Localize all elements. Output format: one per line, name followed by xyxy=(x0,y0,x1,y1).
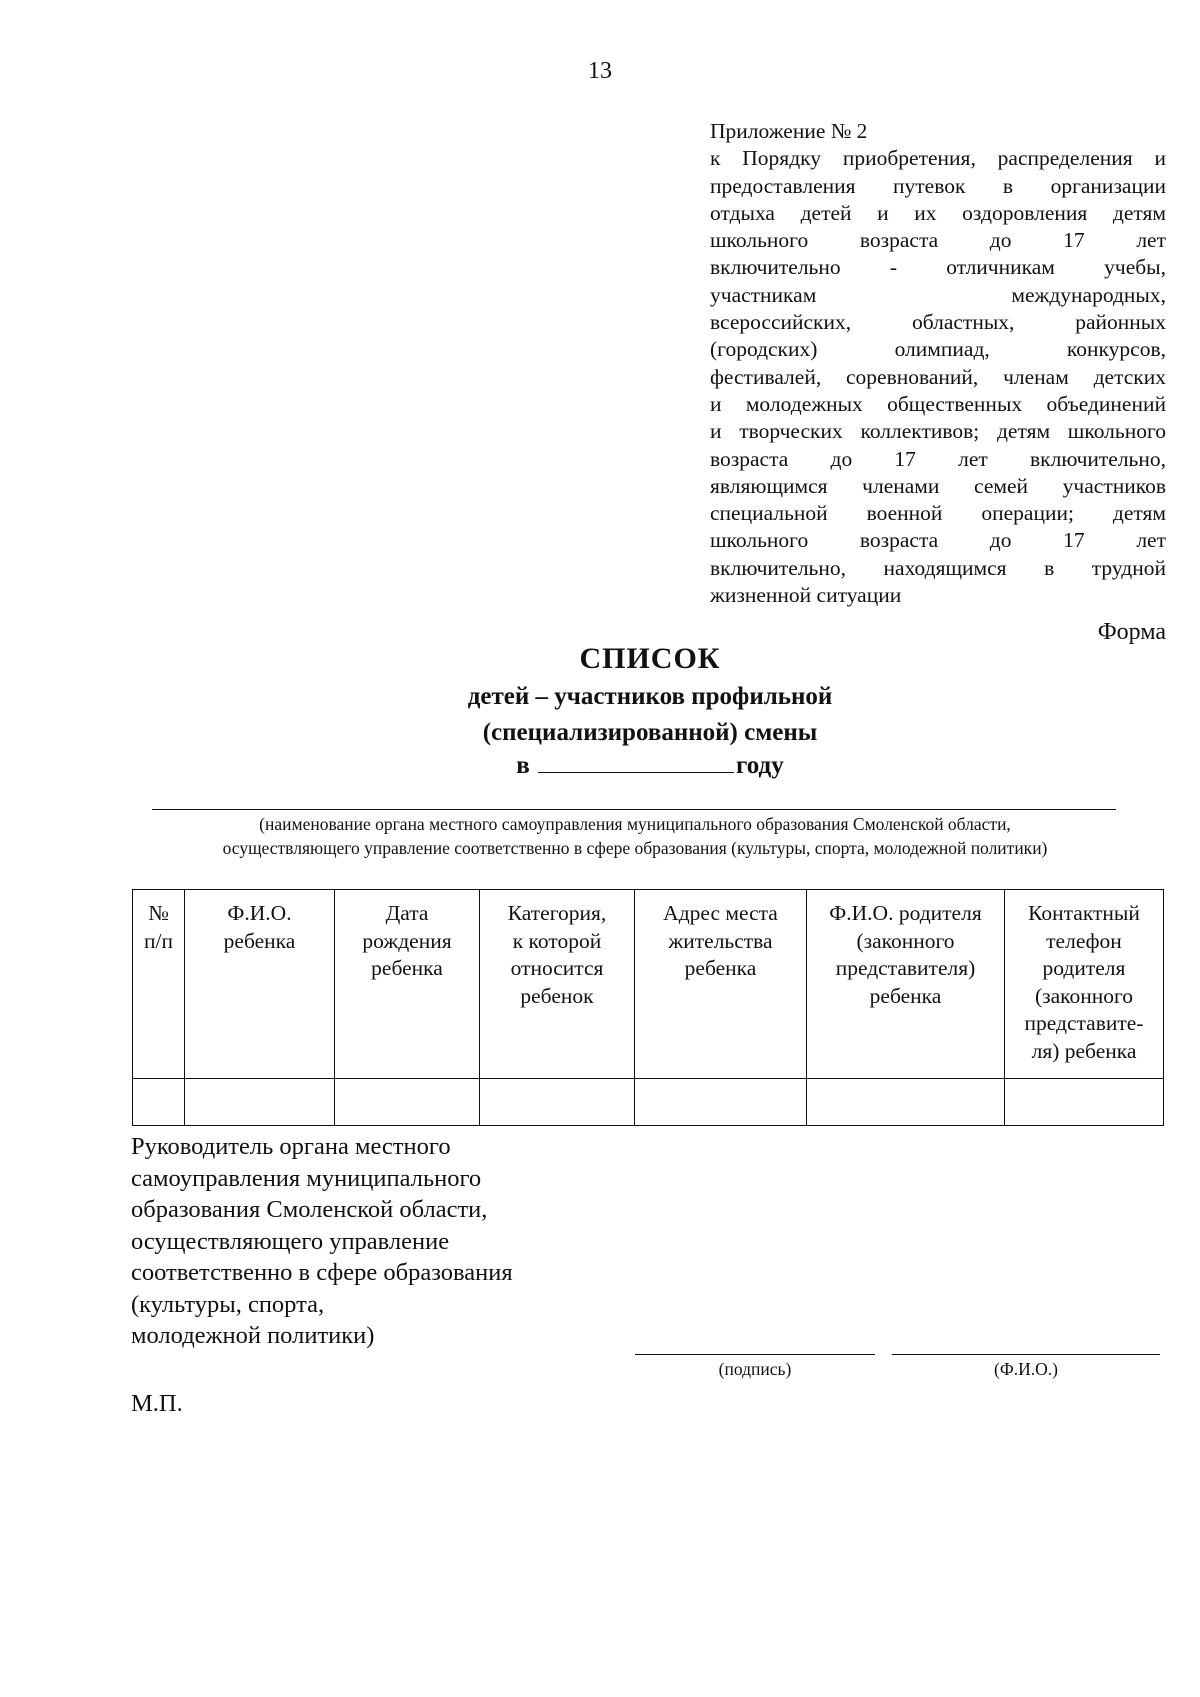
table-row xyxy=(133,1079,1164,1126)
appendix-line: школьного возраста до 17 лет xyxy=(710,528,1166,553)
signer-line: осуществляющего управление xyxy=(131,1227,450,1255)
signer-line: (культуры, спорта, xyxy=(131,1290,325,1318)
header-parent-phone: Контактный телефон родителя (законного представите- ля) ребенка xyxy=(1005,890,1164,1079)
appendix-line: возраста до 17 лет включительно, xyxy=(710,446,1166,471)
appendix-line: предоставления путевок в организации xyxy=(710,173,1166,198)
appendix-line: и молодежных общественных объединений xyxy=(710,391,1166,416)
table-header-row xyxy=(133,890,1164,1079)
table-cell-empty[interactable] xyxy=(133,1079,185,1126)
org-caption-line: (наименование органа местного самоуправления муниципального образования Смоленской области, xyxy=(259,814,1011,834)
table-cell-empty[interactable] xyxy=(807,1079,1005,1126)
appendix-line: школьного возраста до 17 лет xyxy=(710,228,1166,253)
signature-caption: (подпись) xyxy=(718,1359,792,1379)
header-address: Адрес места жительства ребенка xyxy=(635,890,807,1079)
signer-line: молодежной политики) xyxy=(131,1322,375,1349)
page-number: 13 xyxy=(588,58,612,84)
signer-block xyxy=(131,1131,651,1352)
header-birth-date: Дата рождения ребенка xyxy=(335,890,480,1079)
appendix-title: Приложение № 2 xyxy=(710,119,868,143)
org-name-blank-line[interactable] xyxy=(152,809,1116,810)
year-line xyxy=(300,752,1000,780)
year-blank-field[interactable] xyxy=(538,752,734,773)
appendix-line: всероссийских, областных, районных xyxy=(710,310,1166,335)
appendix-line: являющимся членами семей участников xyxy=(710,473,1166,498)
children-list-table xyxy=(132,889,1164,1126)
header-number: № п/п xyxy=(133,890,185,1079)
stamp-label: М.П. xyxy=(131,1390,183,1417)
signer-line: Руководитель органа местного xyxy=(131,1133,451,1160)
signature-blank-line[interactable] xyxy=(635,1354,875,1355)
signer-line: соответственно в сфере образования xyxy=(131,1259,513,1286)
appendix-line: (городских) олимпиад, конкурсов, xyxy=(710,337,1166,362)
year-suffix: году xyxy=(736,752,784,779)
org-name-caption xyxy=(140,812,1130,860)
form-label: Форма xyxy=(1097,619,1166,645)
table-cell-empty[interactable] xyxy=(480,1079,635,1126)
header-child-name: Ф.И.О. ребенка xyxy=(185,890,335,1079)
document-subtitle-line: (специализированной) смены xyxy=(482,719,818,746)
appendix-line: включительно, находящимся в трудной xyxy=(710,555,1166,580)
document-title: СПИСОК xyxy=(579,642,721,675)
fio-caption: (Ф.И.О.) xyxy=(994,1359,1058,1379)
document-subtitle-line: детей – участников профильной xyxy=(467,683,833,710)
appendix-line: включительно - отличникам учебы, xyxy=(710,255,1166,280)
table-cell-empty[interactable] xyxy=(185,1079,335,1126)
appendix-line: к Порядку приобретения, распределения и xyxy=(710,146,1166,171)
header-parent-name: Ф.И.О. родителя (законного представителя) ребенка xyxy=(807,890,1005,1079)
appendix-line: участникам международных, xyxy=(710,282,1166,307)
table-cell-empty[interactable] xyxy=(635,1079,807,1126)
appendix-line: отдыха детей и их оздоровления детям xyxy=(710,200,1166,225)
signer-line: самоуправления муниципального xyxy=(131,1164,482,1192)
header-category: Категория, к которой относится ребенок xyxy=(480,890,635,1079)
appendix-line: фестивалей, соревнований, членам детских xyxy=(710,364,1166,389)
appendix-line: и творческих коллективов; детям школьного xyxy=(710,419,1166,444)
appendix-line: жизненной ситуации xyxy=(710,583,902,608)
year-prefix: в xyxy=(516,752,530,779)
table-cell-empty[interactable] xyxy=(335,1079,480,1126)
fio-blank-line[interactable] xyxy=(892,1354,1160,1355)
appendix-block xyxy=(710,118,1166,609)
org-caption-line: осуществляющего управление соответственно в сфере образования (культуры, спорта, молодежной политики) xyxy=(222,838,1048,858)
table-cell-empty[interactable] xyxy=(1005,1079,1164,1126)
appendix-line: специальной военной операции; детям xyxy=(710,501,1166,526)
signer-line: образования Смоленской области, xyxy=(131,1196,488,1223)
